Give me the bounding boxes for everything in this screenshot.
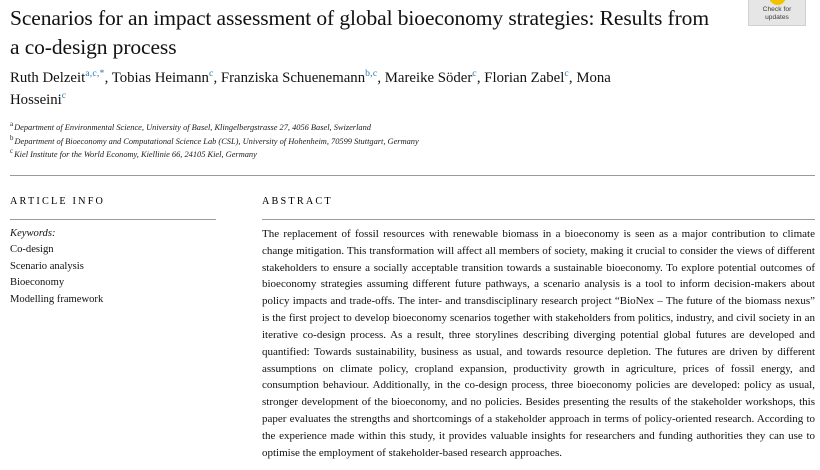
crossmark-logo-icon (769, 0, 786, 5)
keyword-item[interactable]: Modelling framework (10, 293, 104, 305)
author-affiliation-marker[interactable]: c (472, 68, 477, 80)
keyword-item[interactable]: Scenario analysis (10, 260, 84, 272)
affiliation-line (10, 121, 630, 135)
keywords-label: Keywords: (10, 228, 56, 239)
affiliation-list (10, 121, 630, 162)
keyword-item[interactable]: Bioeconomy (10, 277, 65, 289)
header-divider (10, 175, 815, 176)
author-name: Mona Hosseini (10, 70, 611, 108)
affiliation-line (10, 148, 630, 162)
affiliation-text: Department of Bioeconomy and Computational Science Lab (CSL), University of Hohenheim, 70599 Stuttgart, Germany (14, 136, 419, 146)
article-info-heading: ARTICLE INFO (10, 196, 106, 207)
crossmark-badge-line2: updates (765, 14, 789, 22)
affiliation-text: Department of Environmental Science, University of Basel, Klingelbergstrasse 27, 4056 Basel, Swizerland (14, 123, 371, 132)
crossmark-check-for-updates-badge[interactable] (748, 0, 806, 26)
author-name: Tobias Heimann (111, 70, 209, 86)
author-name: Ruth Delzeit (10, 70, 86, 86)
page-title: Scenarios for an impact assessment of global bioeconomy strategies: Results from a co-design process (10, 6, 709, 59)
author-list: Ruth Delzeit$^{a,c,*}$, Tobias Heimann$^c$, Franziska Schuenemann$^{b,c}$, Mareike Söder$^c$, Florian Zabel$^c$, Mona Hosseini$^c$ (10, 68, 611, 108)
crossmark-badge-label (749, 6, 805, 22)
abstract-heading: ABSTRACT (262, 196, 333, 207)
author-affiliation-marker[interactable]: c (208, 68, 214, 80)
affiliation-marker: c (10, 148, 14, 156)
affiliation-line (10, 135, 630, 149)
affiliation-marker: a (10, 121, 14, 129)
affiliation-marker: b (10, 134, 14, 142)
title-block (10, 4, 710, 61)
author-affiliation-marker[interactable]: c (564, 68, 569, 80)
keywords-items (10, 242, 220, 308)
author-affiliation-marker[interactable]: c (61, 89, 67, 101)
author-name: Franziska Schuenemann (220, 70, 366, 86)
author-affiliation-marker[interactable]: a,c,* (85, 68, 105, 80)
abstract-body: The replacement of fossil resources with renewable biomass in a bioeconomy is seen as a major contribution to climate change mitigation. This transformation will affect all members of society, making it crucial to consider the views of different stakeholders to ensure a socially acceptable transition towards a sustainable bioeconomy. To explore potential outcomes of bioeconomy strategies assuming different future pathways, a scenario analysis is a tool to inform decision-makers about policy impacts and trade-offs. The inter- and transdisciplinary research project “BioNex – The future of the biomass nexus” is the first project to develop bioeconomy scenarios together with stakeholders from politics, industry, and civil society in an iterative co-design process. As a result, three storylines describing diverging potential global futures are developed and quantified: Towards sustainability, business as usual, and towards resource depletion. The futures are driven by different assumptions on climate policy, cropland expansion, productivity growth in agriculture, prices of fossil energy, and consumption behaviour. Additionally, in the co-design process, three bioeconomy policies are developed: policy as usual, stronger development of the bioeconomy, and no policies. Besides presenting the results of the stakeholder workshops, this paper evaluates the strengths and shortcomings of a stakeholder approach in terms of policy-oriented research. According to the experience made within this study, it provides valuable insights for researchers and funding authorities they can use to optimise the employment of stakeholder-based research approaches. (262, 228, 815, 459)
abstract-divider (262, 219, 815, 220)
affiliation-text: Kiel Institute for the World Economy, Kiellinie 66, 24105 Kiel, Germany (14, 150, 257, 160)
keywords-block (10, 226, 220, 308)
keyword-item[interactable]: Co-design (10, 244, 54, 256)
article-info-divider (10, 219, 216, 220)
author-name: Florian Zabel (484, 70, 565, 86)
author-affiliation-marker[interactable]: b,c (365, 68, 378, 80)
author-name: Mareike Söder (384, 70, 473, 86)
crossmark-badge-line1: Check for (762, 6, 792, 13)
